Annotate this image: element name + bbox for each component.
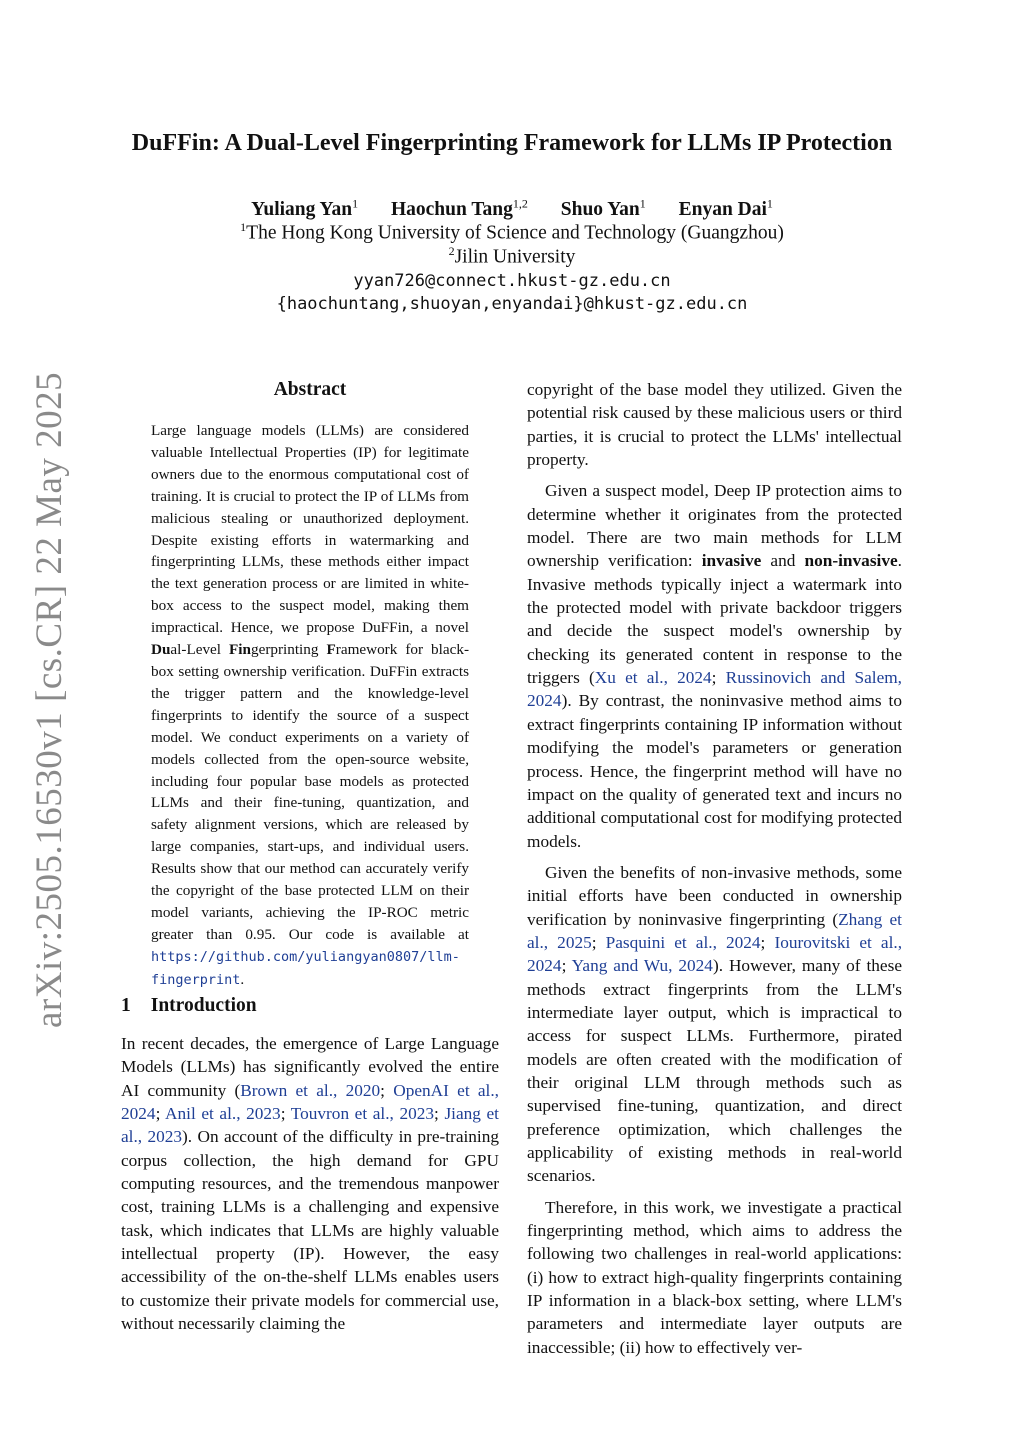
section-heading: 1 Introduction (121, 995, 257, 1016)
email-address[interactable]: {haochuntang,shuoyan,enyandai}@hkust-gz.edu.cn (276, 294, 748, 314)
author-list (0, 196, 1024, 221)
citation-link[interactable]: Yang and Wu, 2024 (571, 956, 713, 976)
citation-link[interactable]: Iourovitski et al., 2024 (527, 932, 903, 976)
citation-link[interactable]: Touvron et al., 2023 (290, 1104, 435, 1124)
abstract-body: Large language models (LLMs) are considered valuable Intellectual Properties (IP) for legitimate owners due to the enormous computational cost of training. It is crucial to protect the IP of LLMs from malicious stealing or unauthorized deployment. Despite existing efforts in watermarking and fingerprinting LLMs, these methods either impact the text generation process or are limited in white-box access to the suspect model, making them impractical. Hence, we propose DuFFin, a novel Dual-Level Fingerprinting Framework for black-box setting ownership verification. DuFFin extracts the trigger pattern and the knowledge-level fingerprints to identify the source of a suspect model. We conduct experiments on a variety of models collected from the open-source website, including four popular base models as protected LLMs and their fine-tuning, quantization, and safety alignment versions, which are released by large companies, start-ups, and individual users. Results show that our method can accurately verify the copyright of the base protected LLM on their model variants, achieving the IP-ROC metric greater than 0.95. Our code is available at https://github.com/yuliangyan0807/llm-fingerprint. (151, 422, 470, 988)
citation-link[interactable]: Xu et al., 2024 (594, 668, 712, 688)
author: Shuo Yan$^1$ (560, 196, 646, 220)
email-address[interactable]: yyan726@connect.hkust-gz.edu.cn (353, 271, 671, 291)
affiliation: $^1$The Hong Kong University of Science and Technology (Guangzhou) (240, 220, 784, 244)
paragraph: Given a suspect model, Deep IP protection aims to determine whether it originates from the protected model. There are two main methods for LLM ownership verification: invasive and non-invasive. Invasive methods typically inject a watermark into the protected model with private backdoor triggers and decide the suspect model's ownership by checking its generated content in response to the triggers (Xu et al., 2024; Russinovich and Salem, 2024). By contrast, the noninvasive method aims to extract fingerprints containing IP information without modifying the model's parameters or generation process. Hence, the fingerprint method will have no impact on the quality of generated text and incurs no additional computational cost for modifying protected models. (527, 481, 903, 851)
paragraph: Therefore, in this work, we investigate a practical fingerprinting method, which aims to address the following two challenges in real-world applications: (i) how to extract high-quality fingerprints containing IP information in a black-box setting, where LLM's parameters and intermediate layer outputs are inaccessible; (ii) how to effectively ver- (527, 1197, 902, 1357)
citation-link[interactable]: Pasquini et al., 2024 (605, 932, 761, 952)
author: Haochun Tang$^{1,2}$ (390, 196, 528, 220)
citation-link[interactable]: Anil et al., 2023 (165, 1104, 281, 1124)
citation-link[interactable]: Russinovich and Salem, 2024 (527, 668, 903, 711)
paragraph: Given the benefits of non-invasive methods, some initial efforts have been conducted in ownership verification by noninvasive fingerprinting (Zhang et al., 2025; Pasquini et al., 2024; Iourovitski et al., 2024; Yang and Wu, 2024). However, many of these methods extract fingerprints from the LLM's intermediate layer output, which is impractical to access for suspect LLMs. Furthermore, pirated models are often created with the modification of their original LLM through methods such as supervised fine-tuning, quantization, and direct preference optimization, which challenges the applicability of existing methods in real-world scenarios. (527, 862, 903, 1186)
intro-left-column: In recent decades, the emergence of Large Language Models (LLMs) has significantly evolved the entire AI community (Brown et al., 2020; OpenAI et al., 2024; Anil et al., 2023; Touvron et al., 2023; Jiang et al., 2023). On account of the difficulty in pre-training corpus collection, the high demand for GPU computing resources, and the tremendous manpower cost, training LLMs is a challenging and expensive task, which indicates that LLMs are highly valuable intellectual property (IP). However, the easy accessibility of the on-the-shelf LLMs enables users to customize their private models for commercial use, without necessarily claiming the (121, 1034, 500, 1334)
intro-right-column (527, 378, 902, 1367)
citation-link[interactable]: Jiang et al., 2023 (121, 1104, 499, 1147)
arxiv-side-stamp: arXiv:2505.16530v1 [cs.CR] 22 May 2025 (29, 371, 70, 1028)
citation-link[interactable]: OpenAI et al., 2024 (121, 1080, 499, 1124)
author: Yuliang Yan$^1$ (251, 196, 359, 220)
affiliation: $^2$Jilin University (448, 244, 576, 268)
paragraph: copyright of the base model they utilized. Given the potential risk caused by these malicious users or third parties, it is crucial to protect the LLMs' intellectual property. (527, 380, 902, 470)
citation-link[interactable]: Zhang et al., 2025 (527, 909, 902, 952)
paper-title: DuFFin: A Dual-Level Fingerprinting Framework for LLMs IP Protection (131, 130, 893, 156)
citation-link[interactable]: Brown et al., 2020 (240, 1080, 381, 1100)
abstract-heading: Abstract (273, 379, 347, 400)
author: Enyan Dai$^1$ (678, 196, 773, 220)
code-link[interactable]: https://github.com/yuliangyan0807/llm-fingerprint (151, 948, 460, 988)
